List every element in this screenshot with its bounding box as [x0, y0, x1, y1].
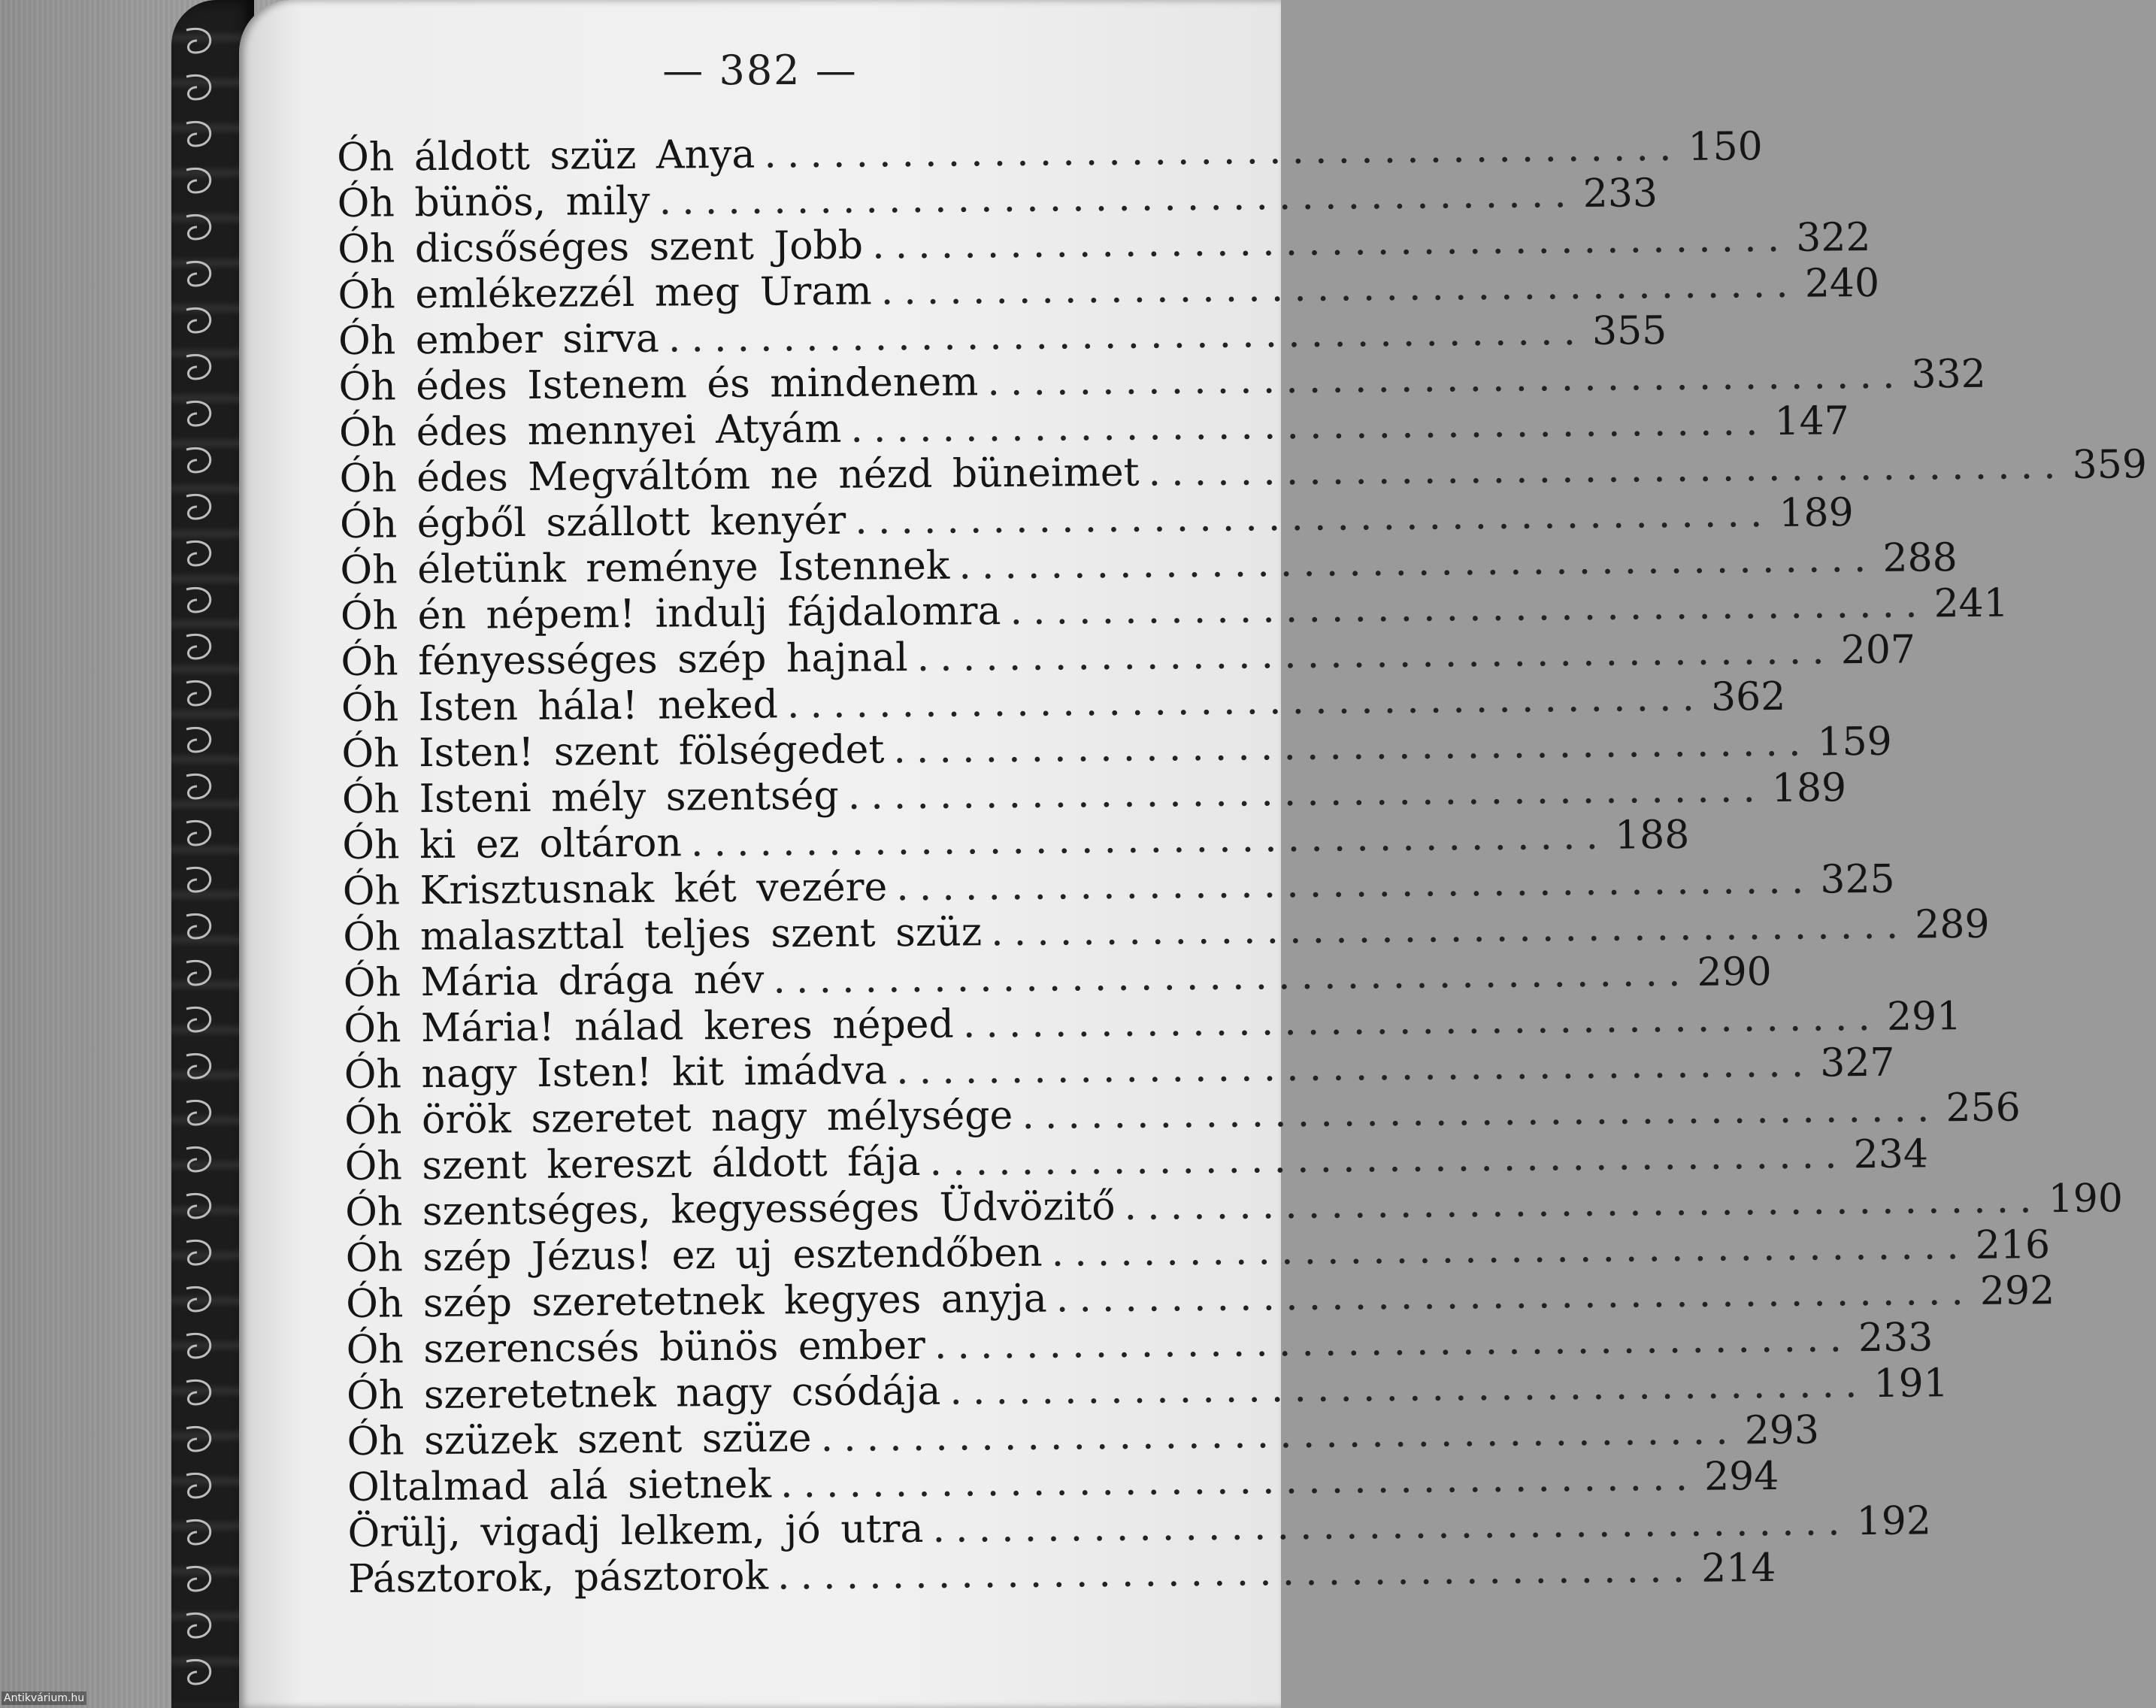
toc-dot-leader: ........................................: [1022, 1086, 1940, 1138]
ornament-scroll: [186, 1054, 210, 1078]
toc-entry: [338, 308, 1667, 365]
toc-dot-leader: ........................................: [777, 1546, 1696, 1599]
toc-entry-page: 241: [1933, 580, 2009, 627]
toc-entry: [341, 765, 1847, 823]
ornament-scroll: [186, 868, 210, 892]
toc-entry-title: Óh ember sirva: [338, 316, 660, 364]
toc-entry-title: Óh Isteni mély szentség: [341, 773, 839, 822]
toc-entry-title: Óh szent kereszt áldott fája: [344, 1139, 921, 1189]
toc-dot-leader: ........................................: [1124, 1177, 2042, 1229]
ornament-scroll: [186, 168, 210, 192]
toc-entry-page: 191: [1873, 1361, 1949, 1407]
toc-entry-title: Óh én népem! indulj fájdalomra: [340, 589, 1001, 639]
toc-entry-title: Óh emlékezzél meg Uram: [338, 268, 872, 318]
toc-entry-page: 189: [1771, 765, 1847, 812]
toc-dot-leader: ........................................: [958, 535, 1877, 589]
ornament-scroll: [186, 355, 210, 379]
toc-entry-title: Óh Mária drága név: [343, 957, 765, 1006]
ornament-scroll: [186, 1147, 210, 1171]
toc-dot-leader: ........................................: [1148, 442, 2067, 495]
ornament-scroll: [186, 308, 210, 332]
toc-dot-leader: ........................................: [850, 399, 1769, 452]
toc-entry-page: 289: [1915, 901, 1990, 948]
ornament-scroll: [186, 728, 210, 752]
ornament-scroll: [186, 448, 210, 472]
toc-dot-leader: ........................................: [820, 1408, 1739, 1461]
ornament-scroll: [186, 1287, 210, 1311]
toc-entry-page: 322: [1795, 214, 1871, 261]
toc-entry-title: Óh szeretetnek nagy csódája: [346, 1368, 941, 1419]
toc-dot-leader: ........................................: [929, 1132, 1848, 1185]
ornament-scroll: [186, 1007, 210, 1031]
toc-dot-leader: ........................................: [934, 1316, 1853, 1368]
toc-entry-page: 233: [1582, 171, 1658, 217]
toc-entry-title: Óh dicsőséges szent Jobb: [337, 223, 864, 272]
toc-dot-leader: ........................................: [690, 813, 1609, 866]
toc-dot-leader: ........................................: [949, 1361, 1868, 1414]
toc-dot-leader: ........................................: [893, 719, 1812, 773]
toc-entry: [337, 124, 1763, 181]
toc-entry: [345, 1222, 2051, 1282]
toc-entry-page: 214: [1700, 1546, 1776, 1591]
toc-entry-title: Óh nagy Isten! kit imádva: [344, 1048, 888, 1098]
ornament-scroll: [186, 1613, 210, 1637]
toc-dot-leader: ........................................: [962, 994, 1882, 1047]
toc-dot-leader: ........................................: [668, 308, 1587, 362]
toc-entry-title: Óh Isten hála! neked: [341, 682, 779, 731]
toc-entry: [337, 171, 1658, 227]
toc-entry: [342, 856, 1895, 915]
toc-entry: [340, 535, 1958, 594]
toc-entry: [345, 1176, 2124, 1236]
toc-dot-leader: ........................................: [990, 902, 1909, 955]
toc-entry-title: Óh szüzek szent szüze: [347, 1416, 812, 1464]
ornament-scroll: [186, 588, 210, 612]
ornament-scroll: [186, 29, 210, 53]
ornament-scroll: [186, 1473, 210, 1498]
toc-dot-leader: ........................................: [1010, 581, 1928, 634]
toc-entry-page: 290: [1697, 949, 1773, 995]
ornament-scroll: [186, 961, 210, 985]
toc-dot-leader: ........................................: [987, 352, 1906, 405]
ornament-scroll: [186, 122, 210, 146]
ornament-scroll: [186, 821, 210, 845]
toc-entry-page: 216: [1975, 1222, 2051, 1268]
ornament-scroll: [186, 1520, 210, 1544]
toc-entry: [344, 994, 1962, 1052]
ornament-scroll: [186, 541, 210, 565]
toc-entry: [339, 442, 2148, 502]
ornament-scroll: [186, 1194, 210, 1218]
toc-entry-title: Óh szép szeretetnek kegyes anyja: [345, 1276, 1048, 1327]
toc-entry-title: Óh fényességes szép hajnal: [341, 635, 908, 685]
toc-entry: [341, 719, 1892, 777]
toc-entry-title: Óh égből szállott kenyér: [339, 498, 846, 547]
ornament-scroll: [186, 1240, 210, 1264]
ornament-scroll: [186, 215, 210, 239]
toc-entry-page: 256: [1946, 1085, 2021, 1131]
toc-entry-title: Óh Krisztusnak két vezére: [342, 865, 888, 914]
toc-entry-title: Óh szép Jézus! ez uj esztendőben: [345, 1230, 1043, 1281]
toc-entry-page: 190: [2048, 1176, 2124, 1222]
toc-entry: [344, 1131, 1929, 1190]
ornament-scroll: [186, 634, 210, 659]
ornament-scroll: [186, 495, 210, 519]
ornament-scroll: [186, 1334, 210, 1358]
toc-entry: [337, 214, 1871, 273]
toc-entry-page: 359: [2072, 442, 2148, 488]
toc-entry-page: 240: [1804, 260, 1880, 307]
toc-entry-title: Óh Isten! szent fölségedet: [341, 727, 885, 777]
book-page: [239, 0, 2148, 1708]
toc-dot-leader: ........................................: [895, 857, 1815, 910]
toc-entry-page: 325: [1820, 856, 1895, 903]
toc-entry: [346, 1361, 1949, 1419]
toc-dot-leader: ........................................: [895, 1040, 1815, 1094]
toc-entry: [344, 1085, 2021, 1144]
toc-entry-title: Óh szerencsés bünös ember: [346, 1322, 926, 1373]
toc-dot-leader: ........................................: [786, 674, 1706, 728]
toc-entry-title: Óh áldott szüz Anya: [337, 132, 756, 180]
toc-entry: [347, 1546, 1776, 1603]
toc-entry: [338, 260, 1880, 319]
toc-entry: [344, 1040, 1895, 1098]
toc-entry: [338, 351, 1986, 410]
toc-entry-title: Örülj, vigadj lelkem, jó utra: [347, 1506, 924, 1556]
ornament-scroll: [186, 1567, 210, 1591]
toc-entry: [338, 398, 1850, 456]
toc-entry-page: 159: [1817, 719, 1892, 765]
toc-entry-title: Óh életünk reménye Istennek: [340, 543, 950, 593]
toc-entry: [343, 901, 1990, 961]
toc-entry-page: 293: [1744, 1407, 1820, 1454]
toc-entry-page: 188: [1614, 812, 1690, 859]
toc-entry-title: Óh édes mennyei Atyám: [338, 406, 842, 456]
toc-entry-page: 327: [1820, 1040, 1895, 1086]
toc-entry-title: Óh édes Istenem és mindenem: [338, 359, 979, 410]
ornament-scroll: [186, 1101, 210, 1125]
toc-entry: [342, 812, 1690, 869]
ornament-scroll: [186, 1660, 210, 1684]
toc-dot-leader: ........................................: [1051, 1222, 1970, 1276]
toc-entry-title: Óh ki ez oltáron: [342, 820, 683, 868]
toc-entry-title: Óh örök szeretet nagy mélysége: [344, 1092, 1013, 1143]
toc-entry-page: 291: [1886, 994, 1962, 1040]
ornament-scroll: [186, 681, 210, 705]
toc-entry: [341, 674, 1786, 731]
toc-entry-page: 150: [1688, 124, 1763, 170]
toc-entry: [340, 580, 2009, 640]
toc-entry: [345, 1268, 2055, 1328]
toc-entry-page: 147: [1774, 398, 1850, 444]
toc-entry: [341, 627, 1916, 686]
ornament-scroll: [186, 401, 210, 425]
toc-entry-page: 355: [1591, 308, 1667, 354]
toc-entry: [347, 1453, 1779, 1511]
toc-entry: [339, 490, 1854, 548]
toc-entry: [346, 1315, 1933, 1373]
toc-entry-page: 292: [1979, 1268, 2055, 1314]
toc-entry-page: 362: [1710, 674, 1786, 720]
toc-dot-leader: ........................................: [880, 261, 1800, 314]
ornament-scroll: [186, 1380, 210, 1404]
toc-entry-title: Óh édes Megváltóm ne nézd büneimet: [339, 450, 1140, 501]
toc-dot-leader: ........................................: [659, 171, 1577, 224]
toc-dot-leader: ........................................: [855, 491, 1773, 544]
toc-entry-page: 294: [1703, 1453, 1779, 1500]
toc-entry-title: Óh Mária! nálad keres néped: [344, 1001, 955, 1052]
ornament-scroll: [186, 774, 210, 798]
toc-entry-page: 234: [1853, 1131, 1929, 1178]
toc-entry-page: 233: [1858, 1315, 1933, 1361]
toc-entry-page: 192: [1856, 1498, 1932, 1545]
toc-dot-leader: ........................................: [773, 949, 1691, 1003]
toc-entry-title: Pásztorok, pásztorok: [347, 1553, 769, 1602]
ornament-scroll: [186, 1427, 210, 1451]
table-of-contents: [337, 124, 2148, 1603]
toc-entry: [347, 1498, 1932, 1557]
toc-entry-title: Oltalmad alá sietnek: [347, 1461, 772, 1510]
toc-entry-page: 189: [1779, 490, 1854, 536]
toc-entry: [347, 1407, 1820, 1465]
cover-ornament-pattern: [179, 23, 224, 1691]
ornament-scroll: [186, 914, 210, 938]
page-number: — 382 —: [662, 47, 858, 94]
toc-dot-leader: ........................................: [932, 1499, 1851, 1552]
watermark: Antikvárium.hu: [2, 1691, 86, 1705]
toc-dot-leader: ........................................: [871, 215, 1791, 268]
toc-entry-title: Óh malaszttal teljes szent szüz: [343, 910, 983, 960]
toc-dot-leader: ........................................: [764, 124, 1682, 177]
toc-dot-leader: ........................................: [1055, 1268, 1975, 1322]
toc-dot-leader: ........................................: [916, 628, 1835, 680]
toc-entry-page: 288: [1882, 535, 1958, 581]
toc-dot-leader: ........................................: [780, 1454, 1699, 1507]
toc-entry-title: Óh szentséges, kegyességes Üdvözitő: [345, 1183, 1116, 1235]
toc-entry-title: Óh bünös, mily: [337, 178, 650, 226]
ornament-scroll: [186, 262, 210, 286]
toc-entry: [343, 949, 1773, 1007]
ornament-scroll: [186, 75, 210, 99]
toc-dot-leader: ........................................: [847, 766, 1767, 819]
toc-entry-page: 332: [1911, 351, 1986, 398]
toc-entry-page: 207: [1840, 627, 1916, 674]
